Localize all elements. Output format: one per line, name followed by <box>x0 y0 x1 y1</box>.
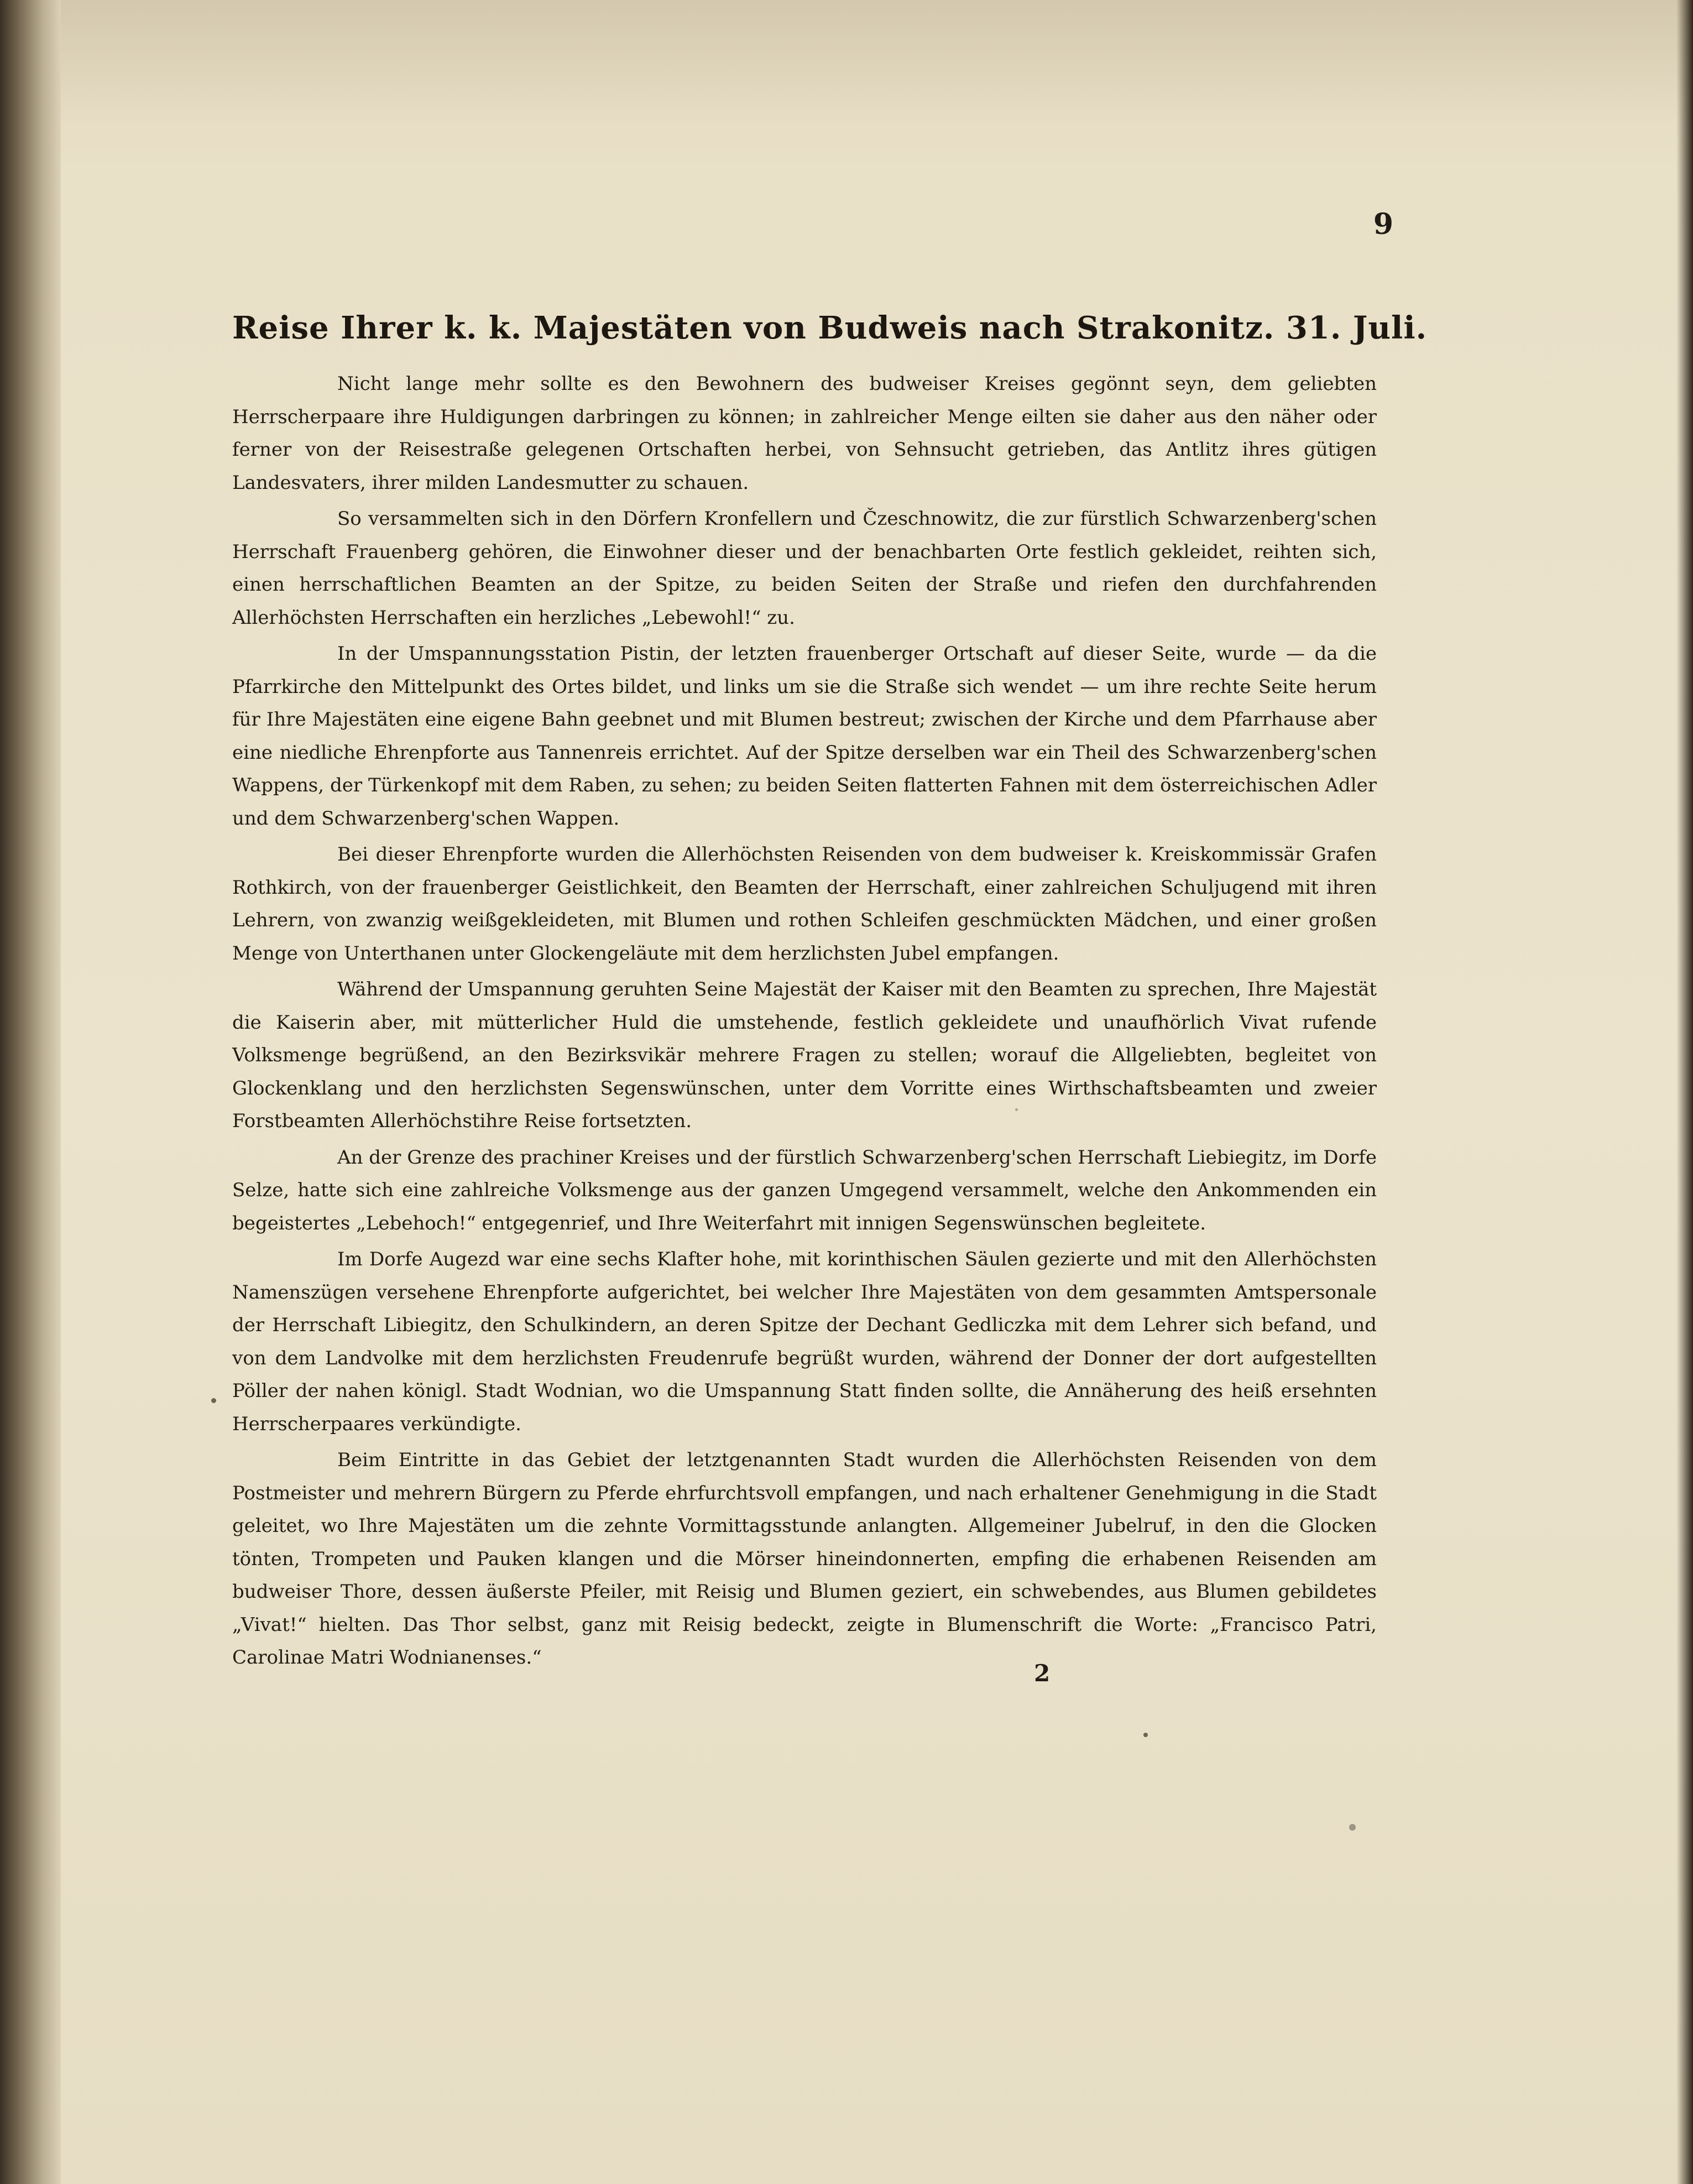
body-text <box>232 368 1377 1678</box>
paragraph: So versammelten sich in den Dörfern Kronfellern und Čzeschnowitz, die zur fürstlich Schwarzenberg'schen Herrschaft Frauenberg gehören, die Einwohner dieser und der benachbarten Orte festlich gekleidet, reihten sich, einen herrschaftlichen Beamten an der Spitze, zu beiden Seiten der Straße und riefen den durchfahrenden Allerhöchsten Herrschaften ein herzliches „Lebewohl!“ zu. <box>232 508 1377 629</box>
ink-speck <box>1143 1733 1148 1737</box>
paragraph: In der Umspannungsstation Pistin, der letzten frauenberger Ortschaft auf dieser Seite, wurde — da die Pfarrkirche den Mittelpunkt des Ortes bildet, und links um sie die Straße sich wendet — um ihre rechte Seite herum für Ihre Majestäten eine eigene Bahn geebnet und mit Blumen bestreut; zwischen der Kirche und dem Pfarrhause aber eine niedliche Ehrenpforte aus Tannenreis errichtet. Auf der Spitze derselben war ein Theil des Schwarzenberg'schen Wappens, der Türkenkopf mit dem Raben, zu sehen; zu beiden Seiten flatterten Fahnen mit dem österreichischen Adler und dem Schwarzenberg'schen Wappen. <box>232 643 1377 830</box>
book-gutter <box>0 0 61 2184</box>
paragraph: Bei dieser Ehrenpforte wurden die Allerhöchsten Reisenden von dem budweiser k. Kreiskommissär Grafen Rothkirch, von der frauenberger Geistlichkeit, den Beamten der Herrschaft, einer zahlreichen Schuljugend mit ihren Lehrern, von zwanzig weißgekleideten, mit Blumen und rothen Schleifen geschmückten Mädchen, und einer großen Menge von Unterthanen unter Glockengeläute mit dem herzlichsten Jubel empfangen. <box>232 843 1377 965</box>
ink-speck <box>1349 1824 1356 1831</box>
ink-speck <box>1015 1108 1018 1111</box>
page-curl-shading <box>61 0 1693 122</box>
ink-speck <box>211 1398 216 1403</box>
paragraph: An der Grenze des prachiner Kreises und der fürstlich Schwarzenberg'schen Herrschaft Liebiegitz, im Dorfe Selze, hatte sich eine zahlreiche Volksmenge aus der ganzen Umgegend versammelt, welche den Ankommenden ein begeistertes „Lebehoch!“ entgegenrief, und Ihre Weiterfahrt mit innigen Segenswünschen begleitete. <box>232 1146 1377 1234</box>
paragraph: Während der Umspannung geruhten Seine Majestät der Kaiser mit den Beamten zu sprechen, Ihre Majestät die Kaiserin aber, mit mütterlicher Huld die umstehende, festlich gekleidete und unaufhörlich Vivat rufende Volksmenge begrüßend, an den Bezirksvikär mehrere Fragen zu stellen; worauf die Allgeliebten, begleitet von Glockenklang und den herzlichsten Segenswünschen, unter dem Vorritte eines Wirthschaftsbeamten und zweier Forstbeamten Allerhöchstihre Reise fortsetzten. <box>232 978 1377 1132</box>
signature-mark: 2 <box>1034 1660 1051 1687</box>
right-edge-shadow <box>1676 0 1693 2184</box>
chapter-title: Reise Ihrer k. k. Majestäten von Budweis nach Strakonitz. 31. Juli. <box>232 310 1428 346</box>
paragraph: Beim Eintritte in das Gebiet der letztgenannten Stadt wurden die Allerhöchsten Reisenden von dem Postmeister und mehrern Bürgern zu Pferde ehrfurchtsvoll empfangen, und nach erhaltener Genehmigung in die Stadt geleitet, wo Ihre Majestäten um die zehnte Vormittagsstunde anlangten. Allgemeiner Jubelruf, in den die Glocken tönten, Trompeten und Pauken klangen und die Mörser hineindonnerten, empfing die erhabenen Reisenden am budweiser Thore, dessen äußerste Pfeiler, mit Reisig und Blumen geziert, ein schwebendes, aus Blumen gebildetes „Vivat!“ hielten. Das Thor selbst, ganz mit Reisig bedeckt, zeigte in Blumenschrift die Worte: „Francisco Patri, Carolinae Matri Wodnianenses.“ <box>232 1449 1377 1669</box>
paragraph: Nicht lange mehr sollte es den Bewohnern des budweiser Kreises gegönnt seyn, dem geliebten Herrscherpaare ihre Huldigungen darbringen zu können; in zahlreicher Menge eilten sie daher aus den näher oder ferner von der Reisestraße gelegenen Ortschaften herbei, von Sehnsucht getrieben, das Antlitz ihres gütigen Landesvaters, ihrer milden Landesmutter zu schauen. <box>232 373 1377 494</box>
page-number: 9 <box>1373 207 1393 241</box>
paragraph: Im Dorfe Augezd war eine sechs Klafter hohe, mit korinthischen Säulen gezierte und mit den Allerhöchsten Namenszügen versehene Ehrenpforte aufgerichtet, bei welcher Ihre Majestäten von dem gesammten Amtspersonale der Herrschaft Libiegitz, den Schulkindern, an deren Spitze der Dechant Gedliczka mit dem Lehrer sich befand, und von dem Landvolke mit dem herzlichsten Freudenrufe begrüßt wurden, während der Donner der dort aufgestellten Pöller der nahen königl. Stadt Wodnian, wo die Umspannung Statt finden sollte, die Annäherung des heiß ersehnten Herrscherpaares verkündigte. <box>232 1248 1377 1435</box>
